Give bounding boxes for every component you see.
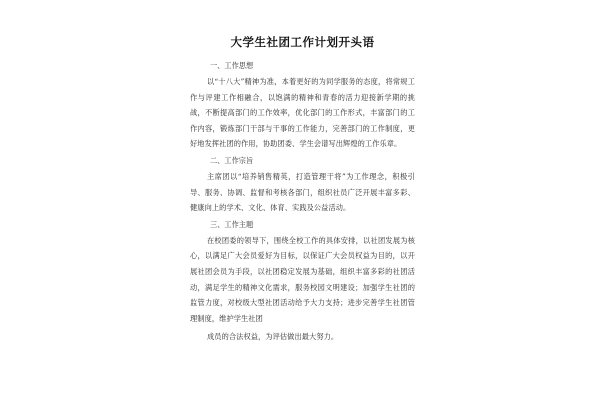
section-heading: 一、工作思想 (210, 61, 254, 70)
section-paragraph: 以“十八大”精神为准，本着更好的为同学服务的态度，将常规工作与评建工作相融合，以饱满的精神和青春的活力迎接新学期的挑战，不断提高部门的工作效率，优化部门的工作形式，丰富部门的工作内容，锻炼部门干部与干事的工作能力，完善部门的工作制度，更好地发挥社团的作用，协助团委、学生会谱写出辉煌的工作乐章。 (190, 77, 415, 149)
document-page (190, 34, 415, 348)
section-heading: 二、工作宗旨 (210, 155, 254, 165)
section-paragraph: 成员的合法权益，为评估做出最大努力。 (207, 332, 339, 342)
document-title: 大学生社团工作计划开头语 (230, 35, 375, 49)
section-heading: 三、工作主题 (210, 219, 254, 229)
section-work-purpose (190, 155, 415, 216)
section-work-theme (190, 219, 415, 345)
section-work-thought (190, 60, 415, 152)
section-paragraph: 主席团以“培养销售精英，打造管理干将”为工作理念，积极引导、服务、协调、监督和考核各部门，组织社员广泛开展丰富多彩、健康向上的学术、文化、体育、实践及公益活动。 (190, 171, 415, 213)
section-paragraph: 在校团委的领导下，围绕全校工作的具体安排，以社团发展为核心，以满足广大会员爱好为目标，以保证广大会员权益为目的，以开展社团会员为手段，以社团稳定发展为基础，组织丰富多彩的社团活动，满足学生的精神文化需求，服务校园文明建设；加强学生社团的监管力度，对校级大型社团活动给予大力支持；进步完善学生社团管理制度，维护学生社团 (190, 235, 415, 323)
